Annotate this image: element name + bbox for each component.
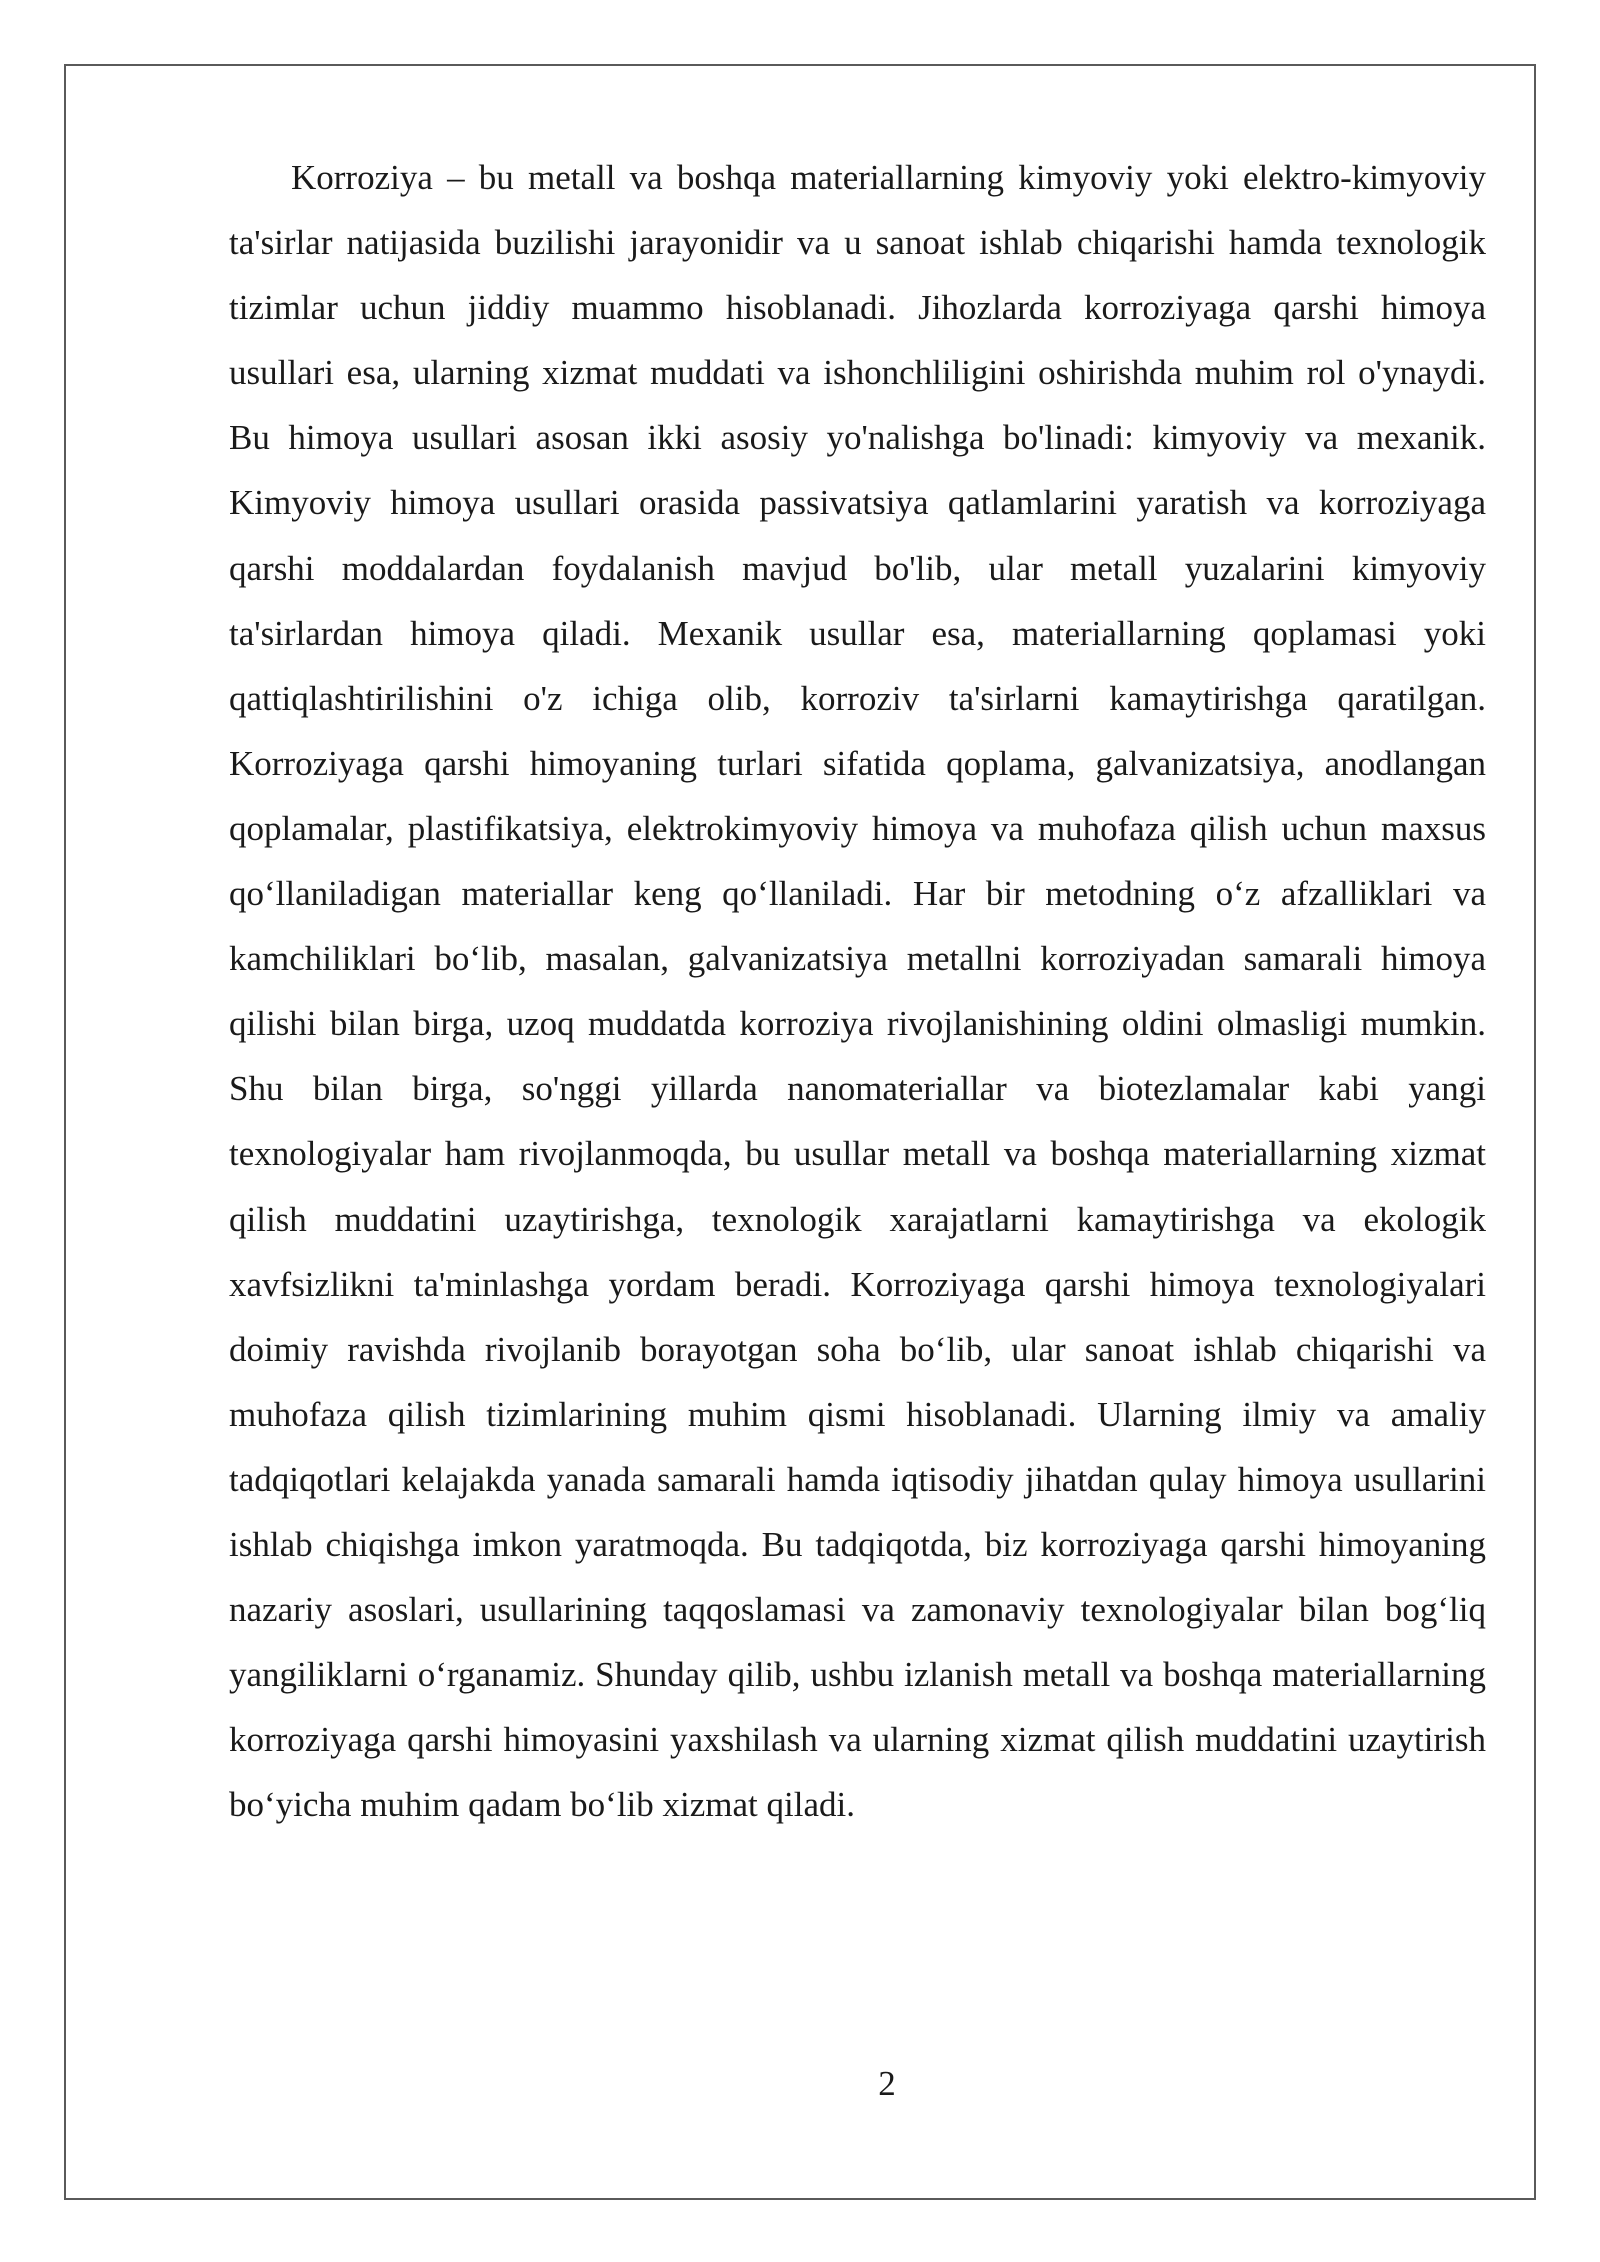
page-number: 2 — [878, 2064, 896, 2103]
body-paragraph: Korroziya – bu metall va boshqa materiallarning kimyoviy yoki elektro-kimyoviy ta'sirlar natijasida buzilishi jarayonidir va u sanoat ishlab chiqarishi hamda texnologik tizimlar uchun jiddiy muammo hisoblanadi. Jihozlarda korroziyaga qarshi himoya usullari esa, ularning xizmat muddati va ishonchliligini oshirishda muhim rol o'ynaydi. Bu himoya usullari asosan ikki asosiy yo'nalishga bo'linadi: kimyoviy va mexanik. Kimyoviy himoya usullari orasida passivatsiya qatlamlarini yaratish va korroziyaga qarshi moddalardan foydalanish mavjud bo'lib, ular metall yuzalarini kimyoviy ta'sirlardan himoya qiladi. Mexanik usullar esa, materiallarning qoplamasi yoki qattiqlashtirilishini o'z ichiga olib, korroziv ta'sirlarni kamaytirishga qaratilgan. Korroziyaga qarshi himoyaning turlari sifatida qoplama, galvanizatsiya, anodlangan qoplamalar, plastifikatsiya, elektrokimyoviy himoya va muhofaza qilish uchun maxsus qo‘llaniladigan materiallar keng qo‘llaniladi. Har bir metodning o‘z afzalliklari va kamchiliklari bo‘lib, masalan, galvanizatsiya metallni korroziyadan samarali himoya qilishi bilan birga, uzoq muddatda korroziya rivojlanishining oldini olmasligi mumkin. Shu bilan birga, so'nggi yillarda nanomateriallar va biotezlamalar kabi yangi texnologiyalar ham rivojlanmoqda, bu usullar metall va boshqa materiallarning xizmat qilish muddatini uzaytirishga, texnologik xarajatlarni kamaytirishga va ekologik xavfsizlikni ta'minlashga yordam beradi. Korroziyaga qarshi himoya texnologiyalari doimiy ravishda rivojlanib borayotgan soha bo‘lib, ular sanoat ishlab chiqarishi va muhofaza qilish tizimlarining muhim qismi hisoblanadi. Ularning ilmiy va amaliy tadqiqotlari kelajakda yanada samarali hamda iqtisodiy jihatdan qulay himoya usullarini ishlab chiqishga imkon yaratmoqda. Bu tadqiqotda, biz korroziyaga qarshi himoyaning nazariy asoslari, usullarining taqqoslamasi va zamonaviy texnologiyalar bilan bog‘liq yangiliklarni o‘rganamiz. Shunday qilib, ushbu izlanish metall va boshqa materiallarning korroziyaga qarshi himoyasini yaxshilash va ularning xizmat qilish muddatini uzaytirish bo‘yicha muhim qadam bo‘lib xizmat qiladi. — [229, 158, 1486, 1825]
